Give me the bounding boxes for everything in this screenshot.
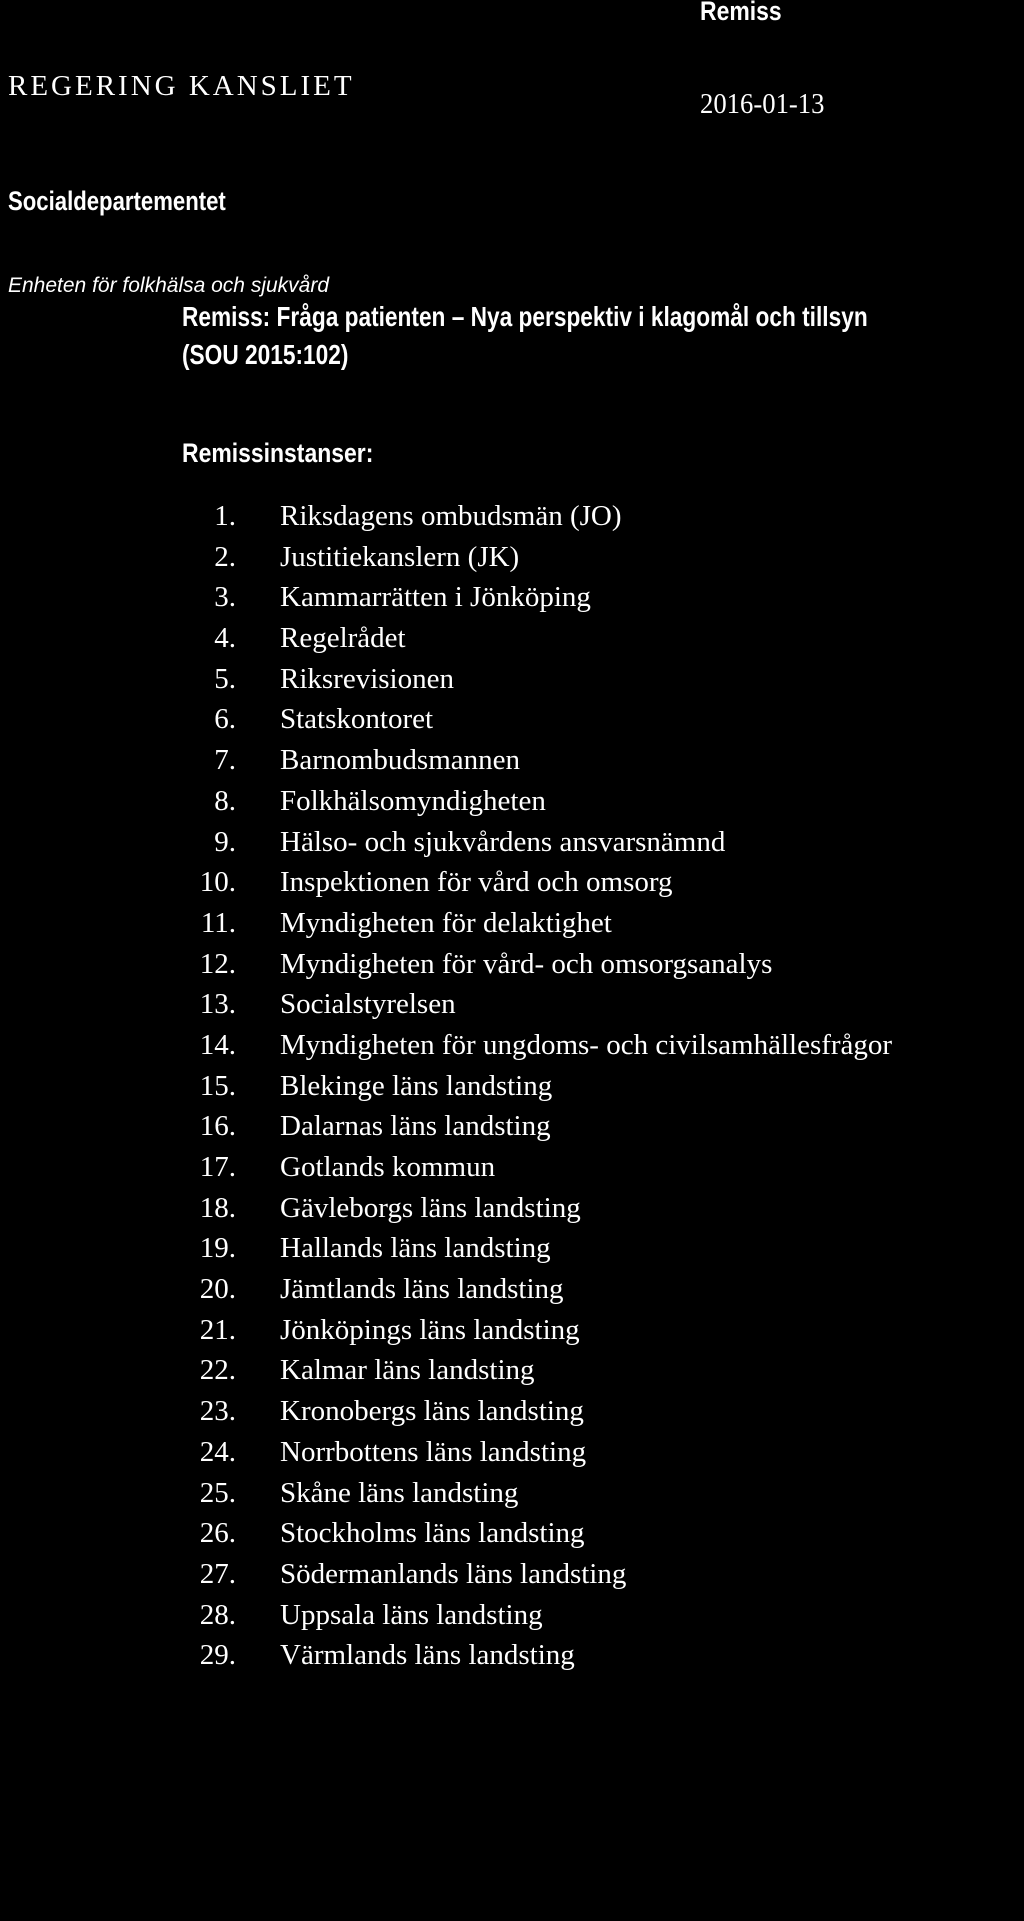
list-item-name: Statskontoret — [280, 703, 434, 736]
list-item-number: 16. — [199, 1110, 236, 1143]
list-item-name: Värmlands läns landsting — [280, 1639, 575, 1672]
list-item — [200, 822, 1024, 863]
document-date: 2016-01-13 — [700, 88, 825, 120]
list-item — [200, 1432, 1024, 1473]
list-item-number: 14. — [199, 1028, 236, 1061]
list-item-number: 8. — [214, 784, 236, 817]
list-item-name: Inspektionen för vård och omsorg — [280, 866, 673, 899]
list-item-number: 13. — [199, 988, 236, 1021]
list-item-number: 24. — [199, 1435, 236, 1468]
list-item-number: 15. — [199, 1069, 236, 1102]
list-item — [200, 1635, 1024, 1676]
list-item-name: Barnombudsmannen — [280, 744, 521, 777]
list-item — [200, 1513, 1024, 1554]
list-item — [200, 496, 1024, 537]
list-item — [200, 1188, 1024, 1229]
list-item-name: Myndigheten för vård- och omsorgsanalys — [280, 947, 773, 980]
list-item — [200, 577, 1024, 618]
list-item-name: Socialstyrelsen — [280, 988, 456, 1021]
list-item-name: Norrbottens läns landsting — [280, 1435, 587, 1468]
list-item-number: 17. — [199, 1151, 236, 1183]
list-item-number: 4. — [214, 622, 236, 655]
list-item-name: Södermanlands läns landsting — [280, 1557, 627, 1590]
list-item-number: 3. — [214, 581, 236, 614]
recipient-list — [200, 496, 1024, 1676]
department-name: Socialdepartementet — [8, 186, 226, 216]
list-item-name: Myndigheten för delaktighet — [280, 906, 612, 939]
list-item-name: Uppsala läns landsting — [280, 1598, 543, 1631]
list-item-number: 2. — [214, 540, 236, 573]
list-item — [200, 903, 1024, 944]
list-item-number: 26. — [199, 1517, 236, 1550]
instances-heading: Remissinstanser: — [182, 438, 374, 468]
list-item-name: Dalarnas läns landsting — [280, 1110, 551, 1143]
list-item — [200, 1025, 1024, 1066]
page-title — [182, 298, 868, 374]
list-item — [200, 537, 1024, 578]
list-item-number: 22. — [199, 1354, 236, 1387]
list-item-name: Skåne läns landsting — [280, 1476, 519, 1509]
list-item — [200, 659, 1024, 700]
list-item-number: 12. — [199, 947, 236, 980]
list-item-number: 7. — [214, 744, 236, 777]
list-item-name: Hälso- och sjukvårdens ansvarsnämnd — [280, 825, 726, 858]
document-type-label: Remiss — [700, 0, 782, 26]
list-item — [200, 781, 1024, 822]
list-item-number: 19. — [199, 1232, 236, 1265]
list-item-name: Hallands läns landsting — [280, 1232, 551, 1265]
list-item-name: Regelrådet — [280, 622, 406, 655]
list-item-name: Jämtlands läns landsting — [280, 1273, 564, 1306]
list-item-name: Riksdagens ombudsmän (JO) — [280, 500, 622, 532]
list-item-number: 28. — [199, 1598, 236, 1631]
title-line-1: Remiss: Fråga patienten – Nya perspektiv i klagomål och tillsyn — [182, 301, 868, 332]
list-item-number: 29. — [199, 1639, 236, 1672]
list-item — [200, 1595, 1024, 1636]
list-item — [200, 1350, 1024, 1391]
list-item — [200, 1228, 1024, 1269]
list-item-name: Kalmar läns landsting — [280, 1354, 535, 1387]
list-item-number: 5. — [214, 662, 236, 695]
list-item — [200, 1310, 1024, 1351]
list-item — [200, 1106, 1024, 1147]
list-item-number: 23. — [199, 1395, 236, 1428]
list-item-name: Gotlands kommun — [280, 1151, 496, 1183]
list-item-number: 9. — [214, 825, 236, 858]
organization-name: REGERING KANSLIET — [8, 70, 355, 102]
list-item-name: Kronobergs läns landsting — [280, 1395, 584, 1428]
list-item — [200, 862, 1024, 903]
list-item — [200, 1269, 1024, 1310]
list-item-name: Jönköpings läns landsting — [280, 1313, 580, 1346]
list-item-name: Kammarrätten i Jönköping — [280, 581, 591, 614]
list-item-name: Blekinge läns landsting — [280, 1069, 553, 1102]
list-item — [200, 1554, 1024, 1595]
list-item — [200, 740, 1024, 781]
list-item — [200, 984, 1024, 1025]
list-item-name: Myndigheten för ungdoms- och civilsamhällesfrågor — [280, 1028, 893, 1061]
list-item-name: Folkhälsomyndigheten — [280, 784, 546, 817]
list-item — [200, 1391, 1024, 1432]
list-item-number: 25. — [199, 1476, 236, 1509]
list-item — [200, 618, 1024, 659]
list-item-number: 20. — [199, 1273, 236, 1306]
list-item-name: Gävleborgs läns landsting — [280, 1191, 581, 1224]
list-item-number: 21. — [199, 1313, 236, 1346]
list-item-number: 27. — [199, 1557, 236, 1590]
list-item — [200, 699, 1024, 740]
list-item — [200, 1066, 1024, 1107]
title-line-2: (SOU 2015:102) — [182, 339, 349, 370]
list-item-name: Justitiekanslern (JK) — [280, 540, 520, 573]
list-item-number: 1. — [214, 500, 236, 532]
list-item-number: 6. — [214, 703, 236, 736]
list-item — [200, 1147, 1024, 1188]
list-item-name: Stockholms läns landsting — [280, 1517, 585, 1550]
list-item-number: 10. — [199, 866, 236, 899]
unit-name: Enheten för folkhälsa och sjukvård — [8, 274, 330, 297]
list-item — [200, 944, 1024, 985]
list-item-number: 18. — [199, 1191, 236, 1224]
list-item-name: Riksrevisionen — [280, 662, 454, 695]
list-item-number: 11. — [200, 906, 236, 939]
list-item — [200, 1473, 1024, 1514]
